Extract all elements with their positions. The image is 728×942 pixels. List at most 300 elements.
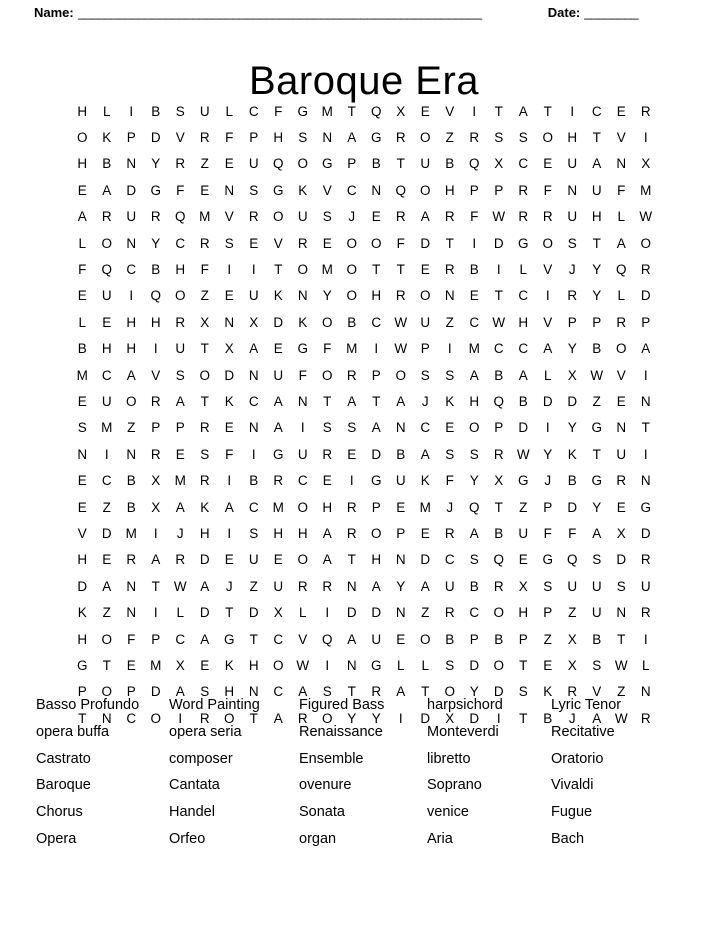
grid-cell[interactable]: E <box>543 657 553 673</box>
grid-cell[interactable]: A <box>347 130 357 146</box>
grid-cell[interactable]: N <box>616 420 627 436</box>
grid-cell[interactable]: V <box>445 103 455 119</box>
grid-cell[interactable]: F <box>176 182 185 198</box>
grid-cell[interactable]: H <box>101 341 112 357</box>
grid-cell[interactable]: J <box>446 499 454 515</box>
grid-cell[interactable]: O <box>419 182 431 198</box>
grid-cell[interactable]: T <box>519 657 528 673</box>
grid-cell[interactable]: N <box>616 156 627 172</box>
grid-cell[interactable]: M <box>640 182 652 198</box>
grid-cell[interactable]: Z <box>568 605 577 621</box>
grid-cell[interactable]: L <box>176 605 184 621</box>
grid-cell[interactable]: D <box>542 393 553 409</box>
grid-cell[interactable]: W <box>639 209 653 225</box>
grid-cell[interactable]: D <box>150 684 161 700</box>
grid-cell[interactable]: S <box>567 235 577 251</box>
grid-cell[interactable]: Z <box>200 156 209 172</box>
grid-cell[interactable]: W <box>614 657 628 673</box>
grid-cell[interactable]: Q <box>493 552 504 568</box>
grid-cell[interactable]: Z <box>519 499 528 515</box>
grid-cell[interactable]: C <box>493 341 504 357</box>
grid-cell[interactable]: G <box>542 552 553 568</box>
grid-cell[interactable]: G <box>370 130 382 146</box>
grid-cell[interactable]: V <box>77 525 87 541</box>
grid-cell[interactable]: E <box>77 288 87 304</box>
grid-cell[interactable]: D <box>224 367 235 383</box>
grid-cell[interactable]: N <box>126 156 137 172</box>
grid-cell[interactable]: R <box>640 103 651 119</box>
grid-cell[interactable]: H <box>224 684 235 700</box>
grid-cell[interactable]: X <box>200 314 210 330</box>
grid-cell[interactable]: Q <box>566 552 578 568</box>
grid-cell[interactable]: U <box>248 156 259 172</box>
grid-cell[interactable]: T <box>396 262 405 278</box>
grid-cell[interactable]: H <box>322 499 333 515</box>
grid-cell[interactable]: N <box>395 605 406 621</box>
grid-cell[interactable]: H <box>444 182 455 198</box>
grid-cell[interactable]: U <box>567 209 578 225</box>
grid-cell[interactable]: A <box>616 235 626 251</box>
grid-cell[interactable]: A <box>322 552 332 568</box>
grid-cell[interactable]: R <box>395 130 406 146</box>
grid-cell[interactable]: W <box>516 446 530 462</box>
grid-cell[interactable]: H <box>518 605 529 621</box>
word-bank-item[interactable]: Cantata <box>169 777 220 794</box>
grid-cell[interactable]: X <box>249 314 259 330</box>
grid-cell[interactable]: R <box>444 209 455 225</box>
grid-cell[interactable]: T <box>494 288 503 304</box>
grid-cell[interactable]: N <box>297 393 308 409</box>
grid-cell[interactable]: S <box>175 103 185 119</box>
grid-cell[interactable]: B <box>494 525 504 541</box>
grid-cell[interactable]: P <box>175 420 185 436</box>
grid-cell[interactable]: R <box>346 367 357 383</box>
grid-cell[interactable]: N <box>126 578 137 594</box>
grid-cell[interactable]: M <box>199 209 211 225</box>
grid-cell[interactable]: S <box>175 367 185 383</box>
grid-cell[interactable]: I <box>251 262 256 278</box>
grid-cell[interactable]: S <box>494 130 504 146</box>
grid-cell[interactable]: H <box>248 657 259 673</box>
grid-cell[interactable]: H <box>273 130 284 146</box>
grid-cell[interactable]: H <box>150 314 161 330</box>
grid-cell[interactable]: D <box>616 552 627 568</box>
grid-cell[interactable]: I <box>227 525 232 541</box>
grid-cell[interactable]: Y <box>567 420 577 436</box>
word-bank-item[interactable]: organ <box>299 830 337 847</box>
grid-cell[interactable]: I <box>545 288 550 304</box>
grid-cell[interactable]: C <box>248 393 259 409</box>
grid-cell[interactable]: I <box>374 341 379 357</box>
grid-cell[interactable]: Z <box>102 605 111 621</box>
grid-cell[interactable]: K <box>200 499 210 515</box>
grid-cell[interactable]: R <box>199 420 210 436</box>
grid-cell[interactable]: A <box>126 367 136 383</box>
grid-cell[interactable]: E <box>396 499 406 515</box>
word-bank-item[interactable]: Word Painting <box>169 697 260 713</box>
grid-cell[interactable]: S <box>469 552 479 568</box>
grid-cell[interactable]: C <box>273 631 284 647</box>
grid-cell[interactable]: N <box>395 420 406 436</box>
grid-cell[interactable]: A <box>592 710 602 726</box>
grid-cell[interactable]: E <box>77 393 87 409</box>
grid-cell[interactable]: T <box>592 130 601 146</box>
grid-cell[interactable]: G <box>150 182 161 198</box>
grid-cell[interactable]: B <box>249 473 259 489</box>
grid-cell[interactable]: U <box>248 552 259 568</box>
grid-cell[interactable]: R <box>567 684 578 700</box>
word-bank-item[interactable]: Renaissance <box>299 723 383 740</box>
grid-cell[interactable]: J <box>348 209 356 225</box>
grid-cell[interactable]: O <box>419 631 431 647</box>
grid-cell[interactable]: H <box>77 103 88 119</box>
grid-cell[interactable]: E <box>224 288 234 304</box>
grid-cell[interactable]: D <box>493 235 504 251</box>
grid-cell[interactable]: O <box>199 367 210 383</box>
grid-cell[interactable]: H <box>518 314 529 330</box>
grid-cell[interactable]: R <box>395 209 406 225</box>
grid-cell[interactable]: E <box>445 420 455 436</box>
grid-cell[interactable]: E <box>224 420 234 436</box>
grid-cell[interactable]: M <box>468 341 480 357</box>
grid-cell[interactable]: I <box>398 710 403 726</box>
grid-cell[interactable]: I <box>153 605 158 621</box>
grid-cell[interactable]: E <box>322 235 332 251</box>
grid-cell[interactable]: U <box>640 578 651 594</box>
grid-cell[interactable]: F <box>78 262 87 278</box>
grid-cell[interactable]: U <box>420 156 431 172</box>
grid-cell[interactable]: N <box>640 684 651 700</box>
grid-cell[interactable]: D <box>150 130 161 146</box>
grid-cell[interactable]: T <box>249 710 258 726</box>
grid-cell[interactable]: P <box>396 525 406 541</box>
grid-cell[interactable]: I <box>104 446 109 462</box>
grid-cell[interactable]: F <box>323 341 332 357</box>
grid-cell[interactable]: O <box>223 710 235 726</box>
grid-cell[interactable]: R <box>322 446 333 462</box>
grid-cell[interactable]: A <box>175 499 185 515</box>
grid-cell[interactable]: I <box>643 631 648 647</box>
grid-cell[interactable]: F <box>543 182 552 198</box>
grid-cell[interactable]: S <box>445 657 455 673</box>
grid-cell[interactable]: C <box>518 341 529 357</box>
grid-cell[interactable]: E <box>273 552 283 568</box>
grid-cell[interactable]: E <box>420 103 430 119</box>
grid-cell[interactable]: W <box>492 314 506 330</box>
grid-cell[interactable]: D <box>640 288 651 304</box>
grid-cell[interactable]: N <box>371 182 382 198</box>
grid-cell[interactable]: E <box>347 446 357 462</box>
grid-cell[interactable]: A <box>200 631 210 647</box>
grid-cell[interactable]: F <box>225 446 234 462</box>
grid-cell[interactable]: A <box>347 631 357 647</box>
grid-cell[interactable]: A <box>518 103 528 119</box>
grid-cell[interactable]: T <box>347 552 356 568</box>
grid-cell[interactable]: P <box>469 182 479 198</box>
grid-cell[interactable]: N <box>346 578 357 594</box>
grid-cell[interactable]: K <box>567 446 577 462</box>
grid-cell[interactable]: A <box>518 367 528 383</box>
grid-cell[interactable]: Y <box>567 341 577 357</box>
grid-cell[interactable]: N <box>616 605 627 621</box>
grid-cell[interactable]: J <box>225 578 233 594</box>
grid-cell[interactable]: Q <box>101 262 112 278</box>
grid-cell[interactable]: S <box>322 420 332 436</box>
grid-cell[interactable]: E <box>77 473 87 489</box>
grid-cell[interactable]: E <box>77 499 87 515</box>
grid-cell[interactable]: C <box>591 103 602 119</box>
grid-cell[interactable]: O <box>101 684 112 700</box>
grid-cell[interactable]: D <box>469 657 480 673</box>
grid-cell[interactable]: R <box>444 525 455 541</box>
grid-cell[interactable]: Z <box>543 631 552 647</box>
grid-cell[interactable]: T <box>592 446 601 462</box>
grid-cell[interactable]: D <box>420 710 431 726</box>
grid-cell[interactable]: Y <box>543 446 553 462</box>
grid-cell[interactable]: A <box>273 710 283 726</box>
grid-cell[interactable]: R <box>175 156 186 172</box>
grid-cell[interactable]: K <box>224 393 234 409</box>
grid-cell[interactable]: F <box>396 235 405 251</box>
grid-cell[interactable]: X <box>273 605 283 621</box>
grid-cell[interactable]: U <box>616 446 627 462</box>
grid-cell[interactable]: F <box>298 367 307 383</box>
grid-cell[interactable]: K <box>445 393 455 409</box>
grid-cell[interactable]: A <box>641 341 651 357</box>
grid-cell[interactable]: X <box>175 657 185 673</box>
grid-cell[interactable]: H <box>199 525 210 541</box>
grid-cell[interactable]: C <box>297 473 308 489</box>
grid-cell[interactable]: R <box>150 446 161 462</box>
grid-cell[interactable]: Q <box>272 156 284 172</box>
grid-cell[interactable]: E <box>518 552 528 568</box>
grid-cell[interactable]: H <box>273 525 284 541</box>
grid-cell[interactable]: V <box>151 367 161 383</box>
grid-cell[interactable]: M <box>174 473 186 489</box>
grid-cell[interactable]: G <box>76 657 88 673</box>
grid-cell[interactable]: M <box>101 420 113 436</box>
grid-cell[interactable]: A <box>175 684 185 700</box>
grid-cell[interactable]: D <box>567 499 578 515</box>
grid-cell[interactable]: Z <box>200 288 209 304</box>
grid-cell[interactable]: S <box>249 182 259 198</box>
grid-cell[interactable]: A <box>420 446 430 462</box>
grid-cell[interactable]: T <box>396 156 405 172</box>
grid-cell[interactable]: M <box>346 341 358 357</box>
grid-cell[interactable]: I <box>129 103 134 119</box>
grid-cell[interactable]: W <box>394 341 408 357</box>
grid-cell[interactable]: K <box>77 605 87 621</box>
grid-cell[interactable]: S <box>445 446 455 462</box>
grid-cell[interactable]: E <box>77 182 87 198</box>
grid-cell[interactable]: R <box>273 473 284 489</box>
grid-cell[interactable]: I <box>643 367 648 383</box>
grid-cell[interactable]: S <box>200 446 210 462</box>
grid-cell[interactable]: R <box>640 710 651 726</box>
grid-cell[interactable]: N <box>101 710 112 726</box>
grid-cell[interactable]: T <box>225 605 234 621</box>
grid-cell[interactable]: N <box>126 446 137 462</box>
word-bank-item[interactable]: venice <box>427 804 469 821</box>
grid-cell[interactable]: K <box>298 182 308 198</box>
grid-cell[interactable]: B <box>371 156 381 172</box>
grid-cell[interactable]: L <box>421 657 429 673</box>
grid-cell[interactable]: E <box>469 288 479 304</box>
grid-cell[interactable]: S <box>77 420 87 436</box>
grid-cell[interactable]: T <box>347 103 356 119</box>
grid-cell[interactable]: S <box>518 684 528 700</box>
grid-cell[interactable]: B <box>151 103 161 119</box>
grid-cell[interactable]: U <box>371 631 382 647</box>
word-bank-item[interactable]: Vivaldi <box>551 777 594 794</box>
grid-cell[interactable]: N <box>640 473 651 489</box>
grid-cell[interactable]: S <box>322 684 332 700</box>
grid-cell[interactable]: P <box>249 130 259 146</box>
grid-cell[interactable]: O <box>346 262 357 278</box>
grid-cell[interactable]: X <box>151 499 161 515</box>
grid-cell[interactable]: S <box>469 446 479 462</box>
grid-cell[interactable]: K <box>420 473 430 489</box>
grid-cell[interactable]: B <box>77 341 87 357</box>
grid-cell[interactable]: Q <box>321 631 333 647</box>
grid-cell[interactable]: U <box>518 525 529 541</box>
grid-cell[interactable]: O <box>370 235 382 251</box>
grid-cell[interactable]: D <box>126 182 137 198</box>
word-bank-item[interactable]: Castrato <box>36 750 91 767</box>
grid-cell[interactable]: D <box>567 393 578 409</box>
grid-cell[interactable]: U <box>591 605 602 621</box>
grid-cell[interactable]: D <box>371 446 382 462</box>
grid-cell[interactable]: R <box>101 209 112 225</box>
grid-cell[interactable]: A <box>249 341 259 357</box>
grid-cell[interactable]: L <box>396 657 405 673</box>
grid-cell[interactable]: T <box>323 393 332 409</box>
grid-cell[interactable]: X <box>396 103 406 119</box>
grid-cell[interactable]: P <box>151 420 161 436</box>
grid-cell[interactable]: A <box>102 578 112 594</box>
grid-cell[interactable]: J <box>544 473 552 489</box>
grid-cell[interactable]: H <box>297 525 308 541</box>
grid-cell[interactable]: I <box>178 710 183 726</box>
grid-cell[interactable]: X <box>567 657 577 673</box>
grid-cell[interactable]: E <box>420 525 430 541</box>
grid-cell[interactable]: C <box>101 367 112 383</box>
grid-cell[interactable]: C <box>175 235 186 251</box>
grid-cell[interactable]: S <box>592 552 602 568</box>
grid-cell[interactable]: N <box>322 130 333 146</box>
word-bank-item[interactable]: Sonata <box>299 804 345 821</box>
grid-cell[interactable]: Q <box>395 182 406 198</box>
grid-cell[interactable]: O <box>321 314 333 330</box>
grid-cell[interactable]: C <box>518 156 529 172</box>
grid-cell[interactable]: P <box>420 341 430 357</box>
grid-cell[interactable]: P <box>494 182 504 198</box>
grid-cell[interactable]: U <box>591 182 602 198</box>
grid-cell[interactable]: I <box>643 130 648 146</box>
grid-cell[interactable]: G <box>321 156 333 172</box>
grid-cell[interactable]: R <box>322 578 333 594</box>
grid-cell[interactable]: E <box>200 657 210 673</box>
grid-cell[interactable]: G <box>370 473 382 489</box>
grid-cell[interactable]: Y <box>469 473 479 489</box>
grid-cell[interactable]: R <box>150 393 161 409</box>
grid-cell[interactable]: P <box>126 130 136 146</box>
word-bank-item[interactable]: Baroque <box>36 777 91 794</box>
grid-cell[interactable]: X <box>567 631 577 647</box>
grid-cell[interactable]: I <box>251 446 256 462</box>
grid-cell[interactable]: B <box>469 578 479 594</box>
grid-cell[interactable]: O <box>542 235 553 251</box>
grid-cell[interactable]: M <box>321 262 333 278</box>
grid-cell[interactable]: D <box>371 605 382 621</box>
grid-cell[interactable]: G <box>591 473 602 489</box>
grid-cell[interactable]: U <box>567 156 578 172</box>
grid-cell[interactable]: W <box>614 710 628 726</box>
grid-cell[interactable]: U <box>395 473 406 489</box>
grid-cell[interactable]: O <box>321 710 333 726</box>
grid-cell[interactable]: E <box>616 499 626 515</box>
grid-cell[interactable]: P <box>543 605 553 621</box>
grid-cell[interactable]: V <box>224 209 234 225</box>
name-write-line[interactable]: ____________________________________________________________ <box>77 4 482 20</box>
grid-cell[interactable]: B <box>592 631 602 647</box>
grid-cell[interactable]: B <box>494 367 504 383</box>
grid-cell[interactable]: X <box>567 367 577 383</box>
grid-cell[interactable]: Y <box>347 710 357 726</box>
grid-cell[interactable]: E <box>102 314 112 330</box>
grid-cell[interactable]: X <box>616 525 626 541</box>
grid-cell[interactable]: I <box>153 525 158 541</box>
grid-cell[interactable]: A <box>592 156 602 172</box>
word-bank-item[interactable]: harpsichord <box>427 697 503 713</box>
grid-cell[interactable]: T <box>200 341 209 357</box>
grid-cell[interactable]: R <box>518 209 529 225</box>
word-bank-item[interactable]: Figured Bass <box>299 697 385 713</box>
grid-cell[interactable]: A <box>469 525 479 541</box>
grid-cell[interactable]: N <box>248 684 259 700</box>
grid-cell[interactable]: E <box>200 182 210 198</box>
grid-cell[interactable]: S <box>322 209 332 225</box>
grid-cell[interactable]: I <box>496 710 501 726</box>
grid-cell[interactable]: L <box>78 314 86 330</box>
grid-cell[interactable]: G <box>517 235 529 251</box>
grid-cell[interactable]: C <box>175 631 186 647</box>
grid-cell[interactable]: U <box>420 314 431 330</box>
grid-cell[interactable]: V <box>298 631 308 647</box>
word-bank-item[interactable]: Basso Profundo <box>36 697 140 713</box>
grid-cell[interactable]: V <box>273 235 283 251</box>
grid-cell[interactable]: A <box>77 209 87 225</box>
grid-cell[interactable]: T <box>151 578 160 594</box>
grid-cell[interactable]: C <box>469 605 480 621</box>
grid-cell[interactable]: B <box>347 314 357 330</box>
grid-cell[interactable]: O <box>444 684 455 700</box>
grid-cell[interactable]: H <box>591 209 602 225</box>
word-bank-item[interactable]: opera seria <box>169 723 242 740</box>
grid-cell[interactable]: R <box>346 525 357 541</box>
grid-cell[interactable]: Q <box>370 103 382 119</box>
word-bank-item[interactable]: Fugue <box>551 804 593 821</box>
grid-cell[interactable]: B <box>494 631 504 647</box>
grid-cell[interactable]: B <box>102 156 112 172</box>
grid-cell[interactable]: D <box>469 710 480 726</box>
grid-cell[interactable]: O <box>125 393 137 409</box>
grid-cell[interactable]: W <box>492 209 506 225</box>
grid-cell[interactable]: P <box>567 314 577 330</box>
grid-cell[interactable]: E <box>396 631 406 647</box>
grid-cell[interactable]: R <box>199 710 210 726</box>
grid-cell[interactable]: R <box>616 473 627 489</box>
